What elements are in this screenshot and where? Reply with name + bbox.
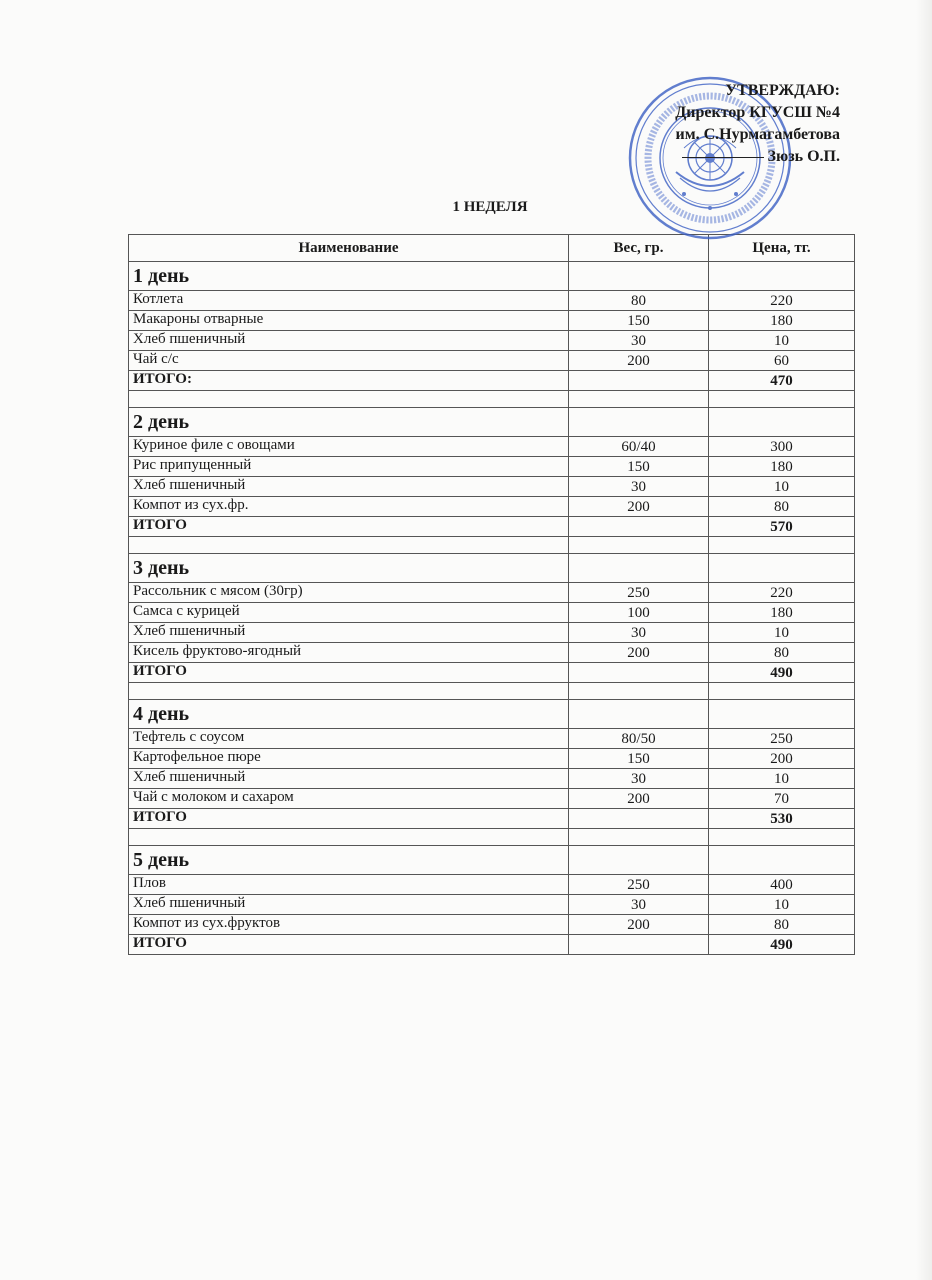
dish-price: 180 bbox=[709, 311, 855, 331]
day-title: 4 день bbox=[129, 700, 569, 729]
spacer-row bbox=[129, 829, 855, 846]
total-price: 530 bbox=[709, 809, 855, 829]
dish-name: Хлеб пшеничный bbox=[129, 895, 569, 915]
table-row bbox=[129, 623, 855, 643]
dish-name: Куриное филе с овощами bbox=[129, 437, 569, 457]
dish-name: Плов bbox=[129, 875, 569, 895]
day-weight-empty bbox=[569, 846, 709, 875]
dish-name: Хлеб пшеничный bbox=[129, 769, 569, 789]
table-row bbox=[129, 789, 855, 809]
total-weight-empty bbox=[569, 809, 709, 829]
day-price-empty bbox=[709, 554, 855, 583]
dish-name: Хлеб пшеничный bbox=[129, 477, 569, 497]
spacer-cell bbox=[709, 391, 855, 408]
total-weight-empty bbox=[569, 517, 709, 537]
dish-name: Кисель фруктово-ягодный bbox=[129, 643, 569, 663]
dish-name: Рис припущенный bbox=[129, 457, 569, 477]
dish-name: Компот из сух.фр. bbox=[129, 497, 569, 517]
dish-name: Хлеб пшеничный bbox=[129, 623, 569, 643]
approval-signature-line bbox=[675, 146, 840, 168]
total-label: ИТОГО bbox=[129, 517, 569, 537]
total-price: 470 bbox=[709, 371, 855, 391]
dish-weight: 60/40 bbox=[569, 437, 709, 457]
dish-weight: 30 bbox=[569, 331, 709, 351]
day-header-row bbox=[129, 846, 855, 875]
dish-price: 10 bbox=[709, 331, 855, 351]
spacer-cell bbox=[569, 537, 709, 554]
dish-weight: 30 bbox=[569, 769, 709, 789]
dish-weight: 80 bbox=[569, 291, 709, 311]
day-price-empty bbox=[709, 408, 855, 437]
dish-weight: 200 bbox=[569, 789, 709, 809]
total-label: ИТОГО bbox=[129, 809, 569, 829]
table-row bbox=[129, 915, 855, 935]
dish-name: Картофельное пюре bbox=[129, 749, 569, 769]
dish-name: Макароны отварные bbox=[129, 311, 569, 331]
week-title: 1 НЕДЕЛЯ bbox=[452, 199, 528, 215]
dish-weight: 250 bbox=[569, 875, 709, 895]
spacer-cell bbox=[129, 391, 569, 408]
signature-underline bbox=[682, 157, 764, 158]
spacer-row bbox=[129, 391, 855, 408]
table-row bbox=[129, 291, 855, 311]
dish-price: 70 bbox=[709, 789, 855, 809]
menu-table-body bbox=[129, 262, 855, 955]
scan-edge-shadow bbox=[916, 0, 932, 1280]
dish-price: 10 bbox=[709, 623, 855, 643]
spacer-cell bbox=[569, 683, 709, 700]
spacer-cell bbox=[709, 829, 855, 846]
total-row bbox=[129, 663, 855, 683]
day-weight-empty bbox=[569, 262, 709, 291]
approval-signatory: Зюзь О.П. bbox=[767, 148, 840, 165]
dish-weight: 200 bbox=[569, 497, 709, 517]
spacer-cell bbox=[709, 683, 855, 700]
total-row bbox=[129, 517, 855, 537]
dish-weight: 30 bbox=[569, 477, 709, 497]
header-name: Наименование bbox=[129, 235, 569, 262]
day-header-row bbox=[129, 554, 855, 583]
table-row bbox=[129, 729, 855, 749]
dish-weight: 150 bbox=[569, 457, 709, 477]
spacer-cell bbox=[569, 391, 709, 408]
approval-position: Директор КГУСШ №4 bbox=[675, 104, 840, 121]
spacer-cell bbox=[709, 537, 855, 554]
total-weight-empty bbox=[569, 663, 709, 683]
dish-price: 80 bbox=[709, 643, 855, 663]
dish-weight: 200 bbox=[569, 351, 709, 371]
table-row bbox=[129, 875, 855, 895]
dish-name: Хлеб пшеничный bbox=[129, 331, 569, 351]
dish-price: 180 bbox=[709, 457, 855, 477]
day-weight-empty bbox=[569, 700, 709, 729]
menu-table bbox=[128, 234, 855, 955]
dish-price: 180 bbox=[709, 603, 855, 623]
dish-price: 80 bbox=[709, 497, 855, 517]
dish-price: 250 bbox=[709, 729, 855, 749]
dish-price: 60 bbox=[709, 351, 855, 371]
table-row bbox=[129, 437, 855, 457]
header-price: Цена, тг. bbox=[709, 235, 855, 262]
table-row bbox=[129, 477, 855, 497]
table-row bbox=[129, 603, 855, 623]
table-row bbox=[129, 643, 855, 663]
spacer-cell bbox=[129, 537, 569, 554]
spacer-cell bbox=[569, 829, 709, 846]
table-row bbox=[129, 769, 855, 789]
dish-weight: 30 bbox=[569, 623, 709, 643]
dish-name: Компот из сух.фруктов bbox=[129, 915, 569, 935]
day-price-empty bbox=[709, 846, 855, 875]
dish-name: Тефтель с соусом bbox=[129, 729, 569, 749]
dish-name: Чай с молоком и сахаром bbox=[129, 789, 569, 809]
total-row bbox=[129, 809, 855, 829]
table-row bbox=[129, 497, 855, 517]
dish-price: 200 bbox=[709, 749, 855, 769]
total-weight-empty bbox=[569, 935, 709, 955]
table-row bbox=[129, 457, 855, 477]
dish-weight: 250 bbox=[569, 583, 709, 603]
dish-price: 220 bbox=[709, 291, 855, 311]
dish-weight: 30 bbox=[569, 895, 709, 915]
approval-school-name: им. С.Нурмагамбетова bbox=[675, 126, 840, 143]
dish-weight: 80/50 bbox=[569, 729, 709, 749]
day-title: 2 день bbox=[129, 408, 569, 437]
approval-heading: УТВЕРЖДАЮ: bbox=[725, 82, 840, 99]
total-label: ИТОГО bbox=[129, 935, 569, 955]
dish-price: 10 bbox=[709, 895, 855, 915]
dish-name: Чай с/с bbox=[129, 351, 569, 371]
approval-block bbox=[675, 80, 840, 168]
dish-price: 10 bbox=[709, 769, 855, 789]
spacer-row bbox=[129, 683, 855, 700]
day-price-empty bbox=[709, 262, 855, 291]
total-row bbox=[129, 371, 855, 391]
dish-price: 400 bbox=[709, 875, 855, 895]
day-title: 1 день bbox=[129, 262, 569, 291]
day-header-row bbox=[129, 262, 855, 291]
dish-weight: 200 bbox=[569, 643, 709, 663]
dish-weight: 200 bbox=[569, 915, 709, 935]
table-row bbox=[129, 583, 855, 603]
table-row bbox=[129, 895, 855, 915]
dish-price: 300 bbox=[709, 437, 855, 457]
spacer-row bbox=[129, 537, 855, 554]
total-label: ИТОГО bbox=[129, 663, 569, 683]
day-header-row bbox=[129, 408, 855, 437]
total-price: 490 bbox=[709, 663, 855, 683]
spacer-cell bbox=[129, 683, 569, 700]
dish-name: Рассольник с мясом (30гр) bbox=[129, 583, 569, 603]
dish-price: 220 bbox=[709, 583, 855, 603]
dish-price: 80 bbox=[709, 915, 855, 935]
day-title: 5 день bbox=[129, 846, 569, 875]
day-header-row bbox=[129, 700, 855, 729]
total-weight-empty bbox=[569, 371, 709, 391]
total-row bbox=[129, 935, 855, 955]
dish-weight: 100 bbox=[569, 603, 709, 623]
day-title: 3 день bbox=[129, 554, 569, 583]
day-weight-empty bbox=[569, 408, 709, 437]
table-row bbox=[129, 311, 855, 331]
table-row bbox=[129, 351, 855, 371]
header-weight: Вес, гр. bbox=[569, 235, 709, 262]
spacer-cell bbox=[129, 829, 569, 846]
table-row bbox=[129, 749, 855, 769]
dish-name: Котлета bbox=[129, 291, 569, 311]
dish-price: 10 bbox=[709, 477, 855, 497]
total-price: 570 bbox=[709, 517, 855, 537]
total-price: 490 bbox=[709, 935, 855, 955]
total-label: ИТОГО: bbox=[129, 371, 569, 391]
dish-name: Самса с курицей bbox=[129, 603, 569, 623]
table-row bbox=[129, 331, 855, 351]
dish-weight: 150 bbox=[569, 749, 709, 769]
day-weight-empty bbox=[569, 554, 709, 583]
dish-weight: 150 bbox=[569, 311, 709, 331]
day-price-empty bbox=[709, 700, 855, 729]
